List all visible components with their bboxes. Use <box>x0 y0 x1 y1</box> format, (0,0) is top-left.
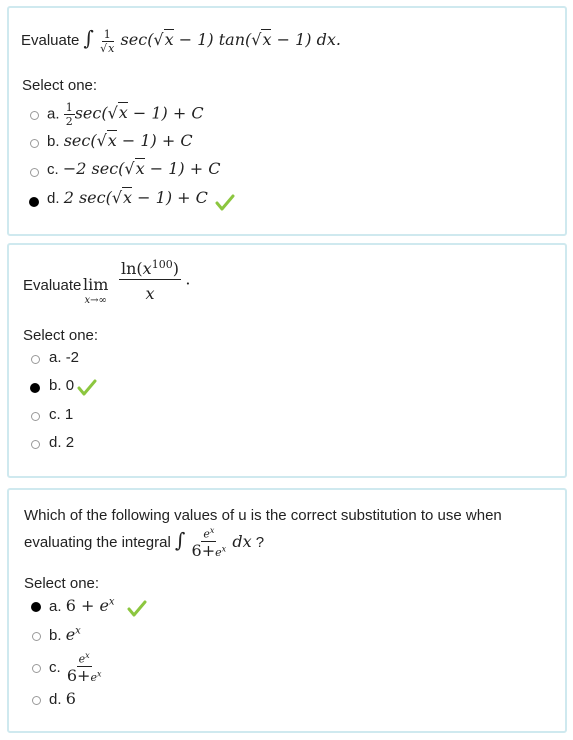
question-card-1 <box>7 6 567 236</box>
option-b-radio[interactable] <box>30 383 40 393</box>
option-c-radio[interactable] <box>32 664 41 673</box>
question-3-select-label: Select one: <box>24 575 100 592</box>
question-3-line1: Which of the following values of u is the correct substitution to use when <box>24 507 502 524</box>
option-d[interactable]: d. 6 <box>49 689 76 708</box>
question-2-select-label: Select one: <box>23 327 99 344</box>
option-b-radio[interactable] <box>32 632 41 641</box>
option-d-radio[interactable] <box>29 197 39 207</box>
question-2-prefix: Evaluate <box>23 277 82 294</box>
option-c-radio[interactable] <box>31 412 40 421</box>
integral-sign: ∫ <box>83 26 94 50</box>
option-a[interactable]: a. $\frac{1}{2}$ sec(√x − 1) + C <box>47 101 204 128</box>
option-b[interactable]: b. sec(√x − 1) + C <box>47 131 193 150</box>
option-a-radio[interactable] <box>30 111 39 120</box>
checkmark-icon <box>127 600 147 618</box>
question-1-select-label: Select one: <box>22 77 98 94</box>
option-d[interactable]: d. 2 <box>49 434 75 451</box>
option-c[interactable]: c. −2 sec(√x − 1) + C <box>47 159 221 178</box>
option-a-radio[interactable] <box>31 355 40 364</box>
option-b[interactable]: b. $e^x$ <box>49 625 81 644</box>
option-a-radio[interactable] <box>31 602 41 612</box>
option-c-radio[interactable] <box>30 168 39 177</box>
limit-operator: lim x→∞ <box>83 275 109 306</box>
option-a[interactable]: a. $6 + e^x$ <box>49 596 115 615</box>
option-c[interactable]: c. 1 <box>49 406 74 423</box>
question-1-prefix: Evaluate <box>21 32 80 49</box>
checkmark-icon <box>215 194 235 212</box>
checkmark-icon <box>77 379 97 397</box>
question-card-3 <box>7 488 567 733</box>
question-1-prompt: Evaluate ∫ $\frac{1}{√x}$ sec(√x − 1) tan(√x − 1) dx. <box>21 26 341 55</box>
question-3-line2: evaluating the integral ∫ $\frac{e^x}{6+e^x}$ dx ? <box>24 526 265 560</box>
option-c[interactable]: c. $\frac{e^x}{6+e^x}$ <box>49 651 102 685</box>
option-d-radio[interactable] <box>31 440 40 449</box>
question-card-2 <box>7 243 567 478</box>
option-d-radio[interactable] <box>32 696 41 705</box>
option-a[interactable]: a. -2 <box>49 349 80 366</box>
question-1-fraction: $\frac{1}{√x}$ <box>100 27 115 55</box>
option-d[interactable]: d. 2 sec(√x − 1) + C <box>47 188 208 207</box>
option-b-radio[interactable] <box>30 139 39 148</box>
option-b[interactable]: b. 0 <box>49 377 75 394</box>
integral-sign: ∫ <box>174 527 186 552</box>
question-2-fraction: $\frac{\ln(x^{100})}{x}$ . <box>121 258 191 303</box>
